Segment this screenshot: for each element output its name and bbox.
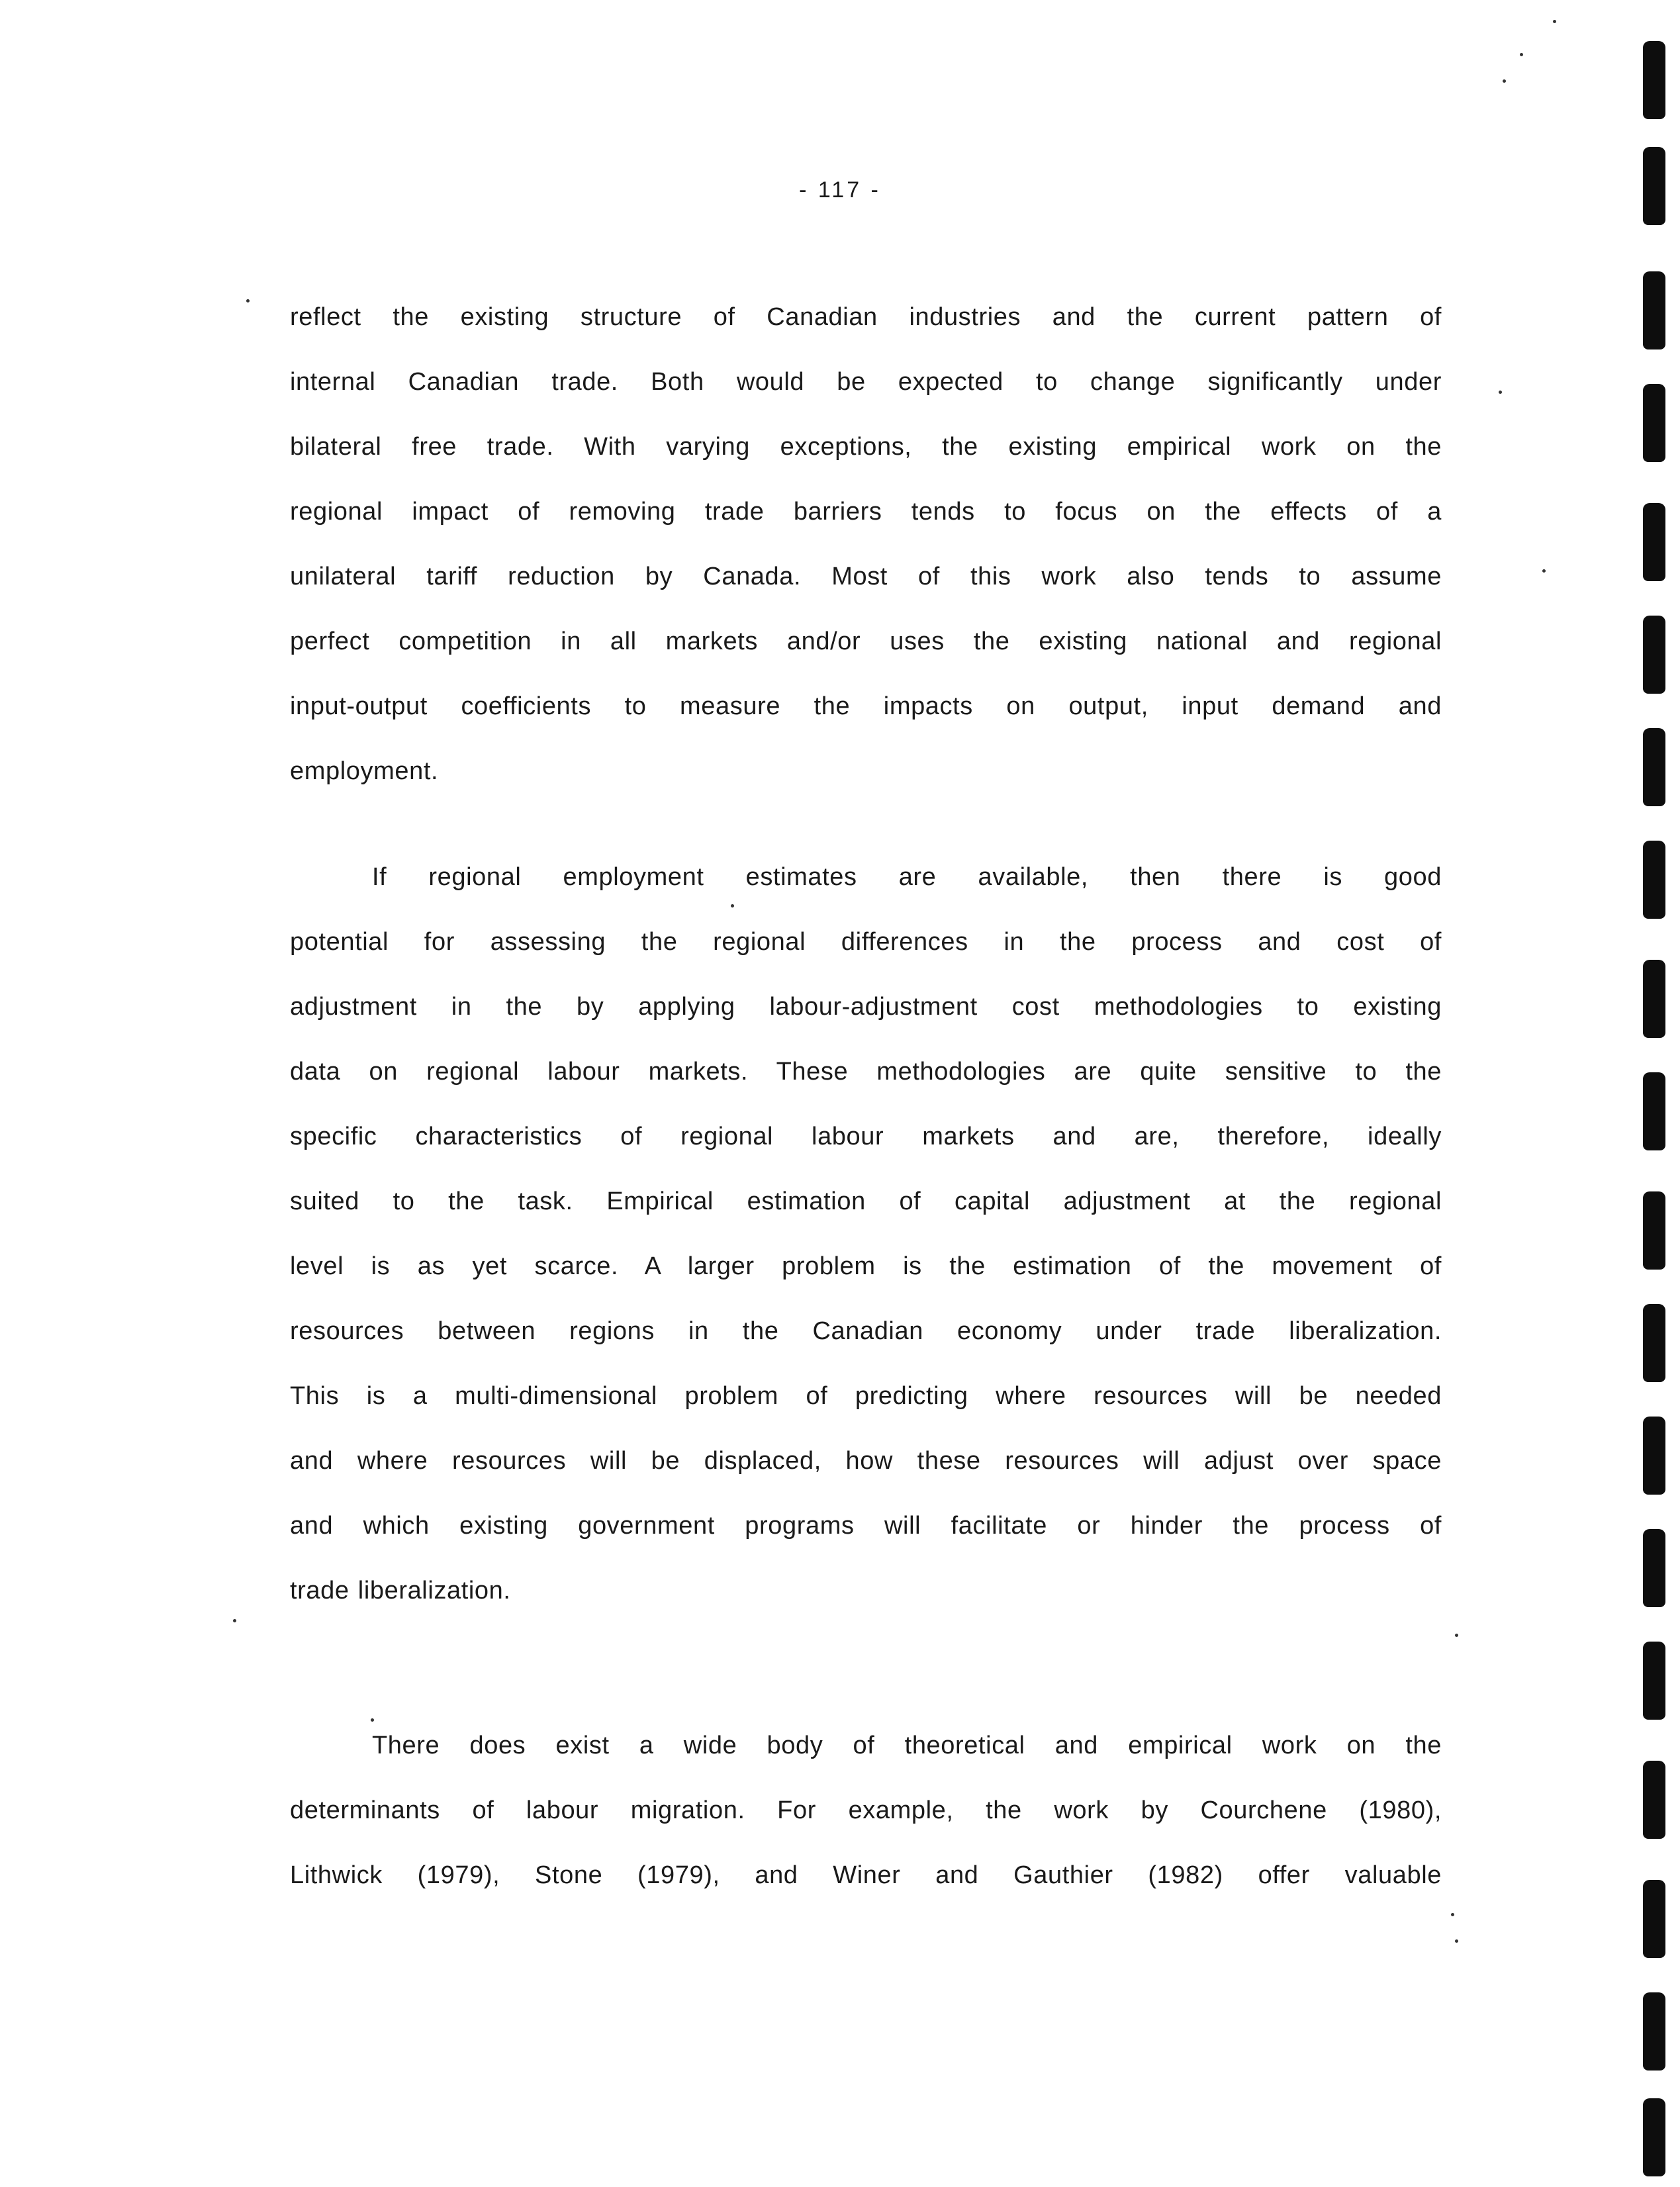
binding-hole — [1643, 1761, 1665, 1839]
binding-hole — [1643, 41, 1665, 119]
text-line: data on regional labour markets. These methodologies are quite sensitive to the — [290, 1058, 1442, 1086]
text-line: regional impact of removing trade barriers tends to focus on the effects of a — [290, 498, 1442, 526]
scan-speck — [1455, 1634, 1458, 1637]
text-line: determinants of labour migration. For example, the work by Courchene (1980), — [290, 1796, 1442, 1824]
text-line: internal Canadian trade. Both would be expected to change significantly under — [290, 368, 1442, 396]
text-line: level is as yet scarce. A larger problem is the estimation of the movement of — [290, 1252, 1442, 1280]
text-line: and which existing government programs will facilitate or hinder the process of — [290, 1512, 1442, 1540]
binding-hole — [1643, 1417, 1665, 1495]
scan-speck — [1499, 391, 1502, 394]
text-line: suited to the task. Empirical estimation of capital adjustment at the regional — [290, 1187, 1442, 1215]
binding-hole — [1643, 616, 1665, 694]
text-line: There does exist a wide body of theoretical and empirical work on the — [372, 1732, 1442, 1759]
text-line: This is a multi-dimensional problem of predicting where resources will be needed — [290, 1382, 1442, 1410]
binding-hole — [1643, 841, 1665, 919]
paragraph — [290, 845, 1442, 1623]
scan-speck — [1542, 569, 1546, 573]
text-line: adjustment in the by applying labour-adjustment cost methodologies to existing — [290, 993, 1442, 1021]
text-line: reflect the existing structure of Canadian industries and the current pattern of — [290, 303, 1442, 331]
text-line: bilateral free trade. With varying exceptions, the existing empirical work on the — [290, 433, 1442, 461]
scan-speck — [1520, 53, 1523, 56]
binding-hole — [1643, 1191, 1665, 1270]
text-line: employment. — [290, 757, 439, 785]
scan-speck — [1455, 1939, 1458, 1943]
binding-hole — [1643, 1992, 1665, 2071]
text-line: and where resources will be displaced, how these resources will adjust over space — [290, 1447, 1442, 1475]
binding-hole — [1643, 1880, 1665, 1958]
text-line: resources between regions in the Canadian economy under trade liberalization. — [290, 1317, 1442, 1345]
binding-hole — [1643, 2098, 1665, 2176]
text-line: perfect competition in all markets and/or uses the existing national and regional — [290, 628, 1442, 655]
paragraph — [290, 1713, 1442, 1908]
binding-hole — [1643, 384, 1665, 462]
text-line: specific characteristics of regional labour markets and are, therefore, ideally — [290, 1123, 1442, 1150]
binding-hole — [1643, 503, 1665, 581]
binding-strip — [1615, 0, 1680, 2187]
text-line: If regional employment estimates are available, then there is good — [372, 863, 1442, 891]
page-number: - 117 - — [799, 177, 881, 203]
text-line: input-output coefficients to measure the impacts on output, input demand and — [290, 692, 1442, 720]
scan-speck — [233, 1619, 236, 1622]
text-line: unilateral tariff reduction by Canada. Most of this work also tends to assume — [290, 563, 1442, 590]
binding-hole — [1643, 960, 1665, 1038]
binding-hole — [1643, 1529, 1665, 1607]
binding-hole — [1643, 271, 1665, 349]
text-line: trade liberalization. — [290, 1577, 511, 1605]
binding-hole — [1643, 728, 1665, 806]
text-line: Lithwick (1979), Stone (1979), and Winer and Gauthier (1982) offer valuable — [290, 1861, 1442, 1889]
scan-speck — [1451, 1913, 1454, 1916]
binding-hole — [1643, 1072, 1665, 1150]
binding-hole — [1643, 1304, 1665, 1382]
text-line: potential for assessing the regional differences in the process and cost of — [290, 928, 1442, 956]
scan-speck — [1503, 79, 1506, 83]
paragraph — [290, 285, 1442, 804]
scan-speck — [371, 1718, 374, 1722]
binding-hole — [1643, 147, 1665, 225]
scan-speck — [731, 904, 734, 907]
binding-hole — [1643, 1642, 1665, 1720]
scan-speck — [1553, 20, 1556, 23]
scan-speck — [246, 299, 250, 302]
